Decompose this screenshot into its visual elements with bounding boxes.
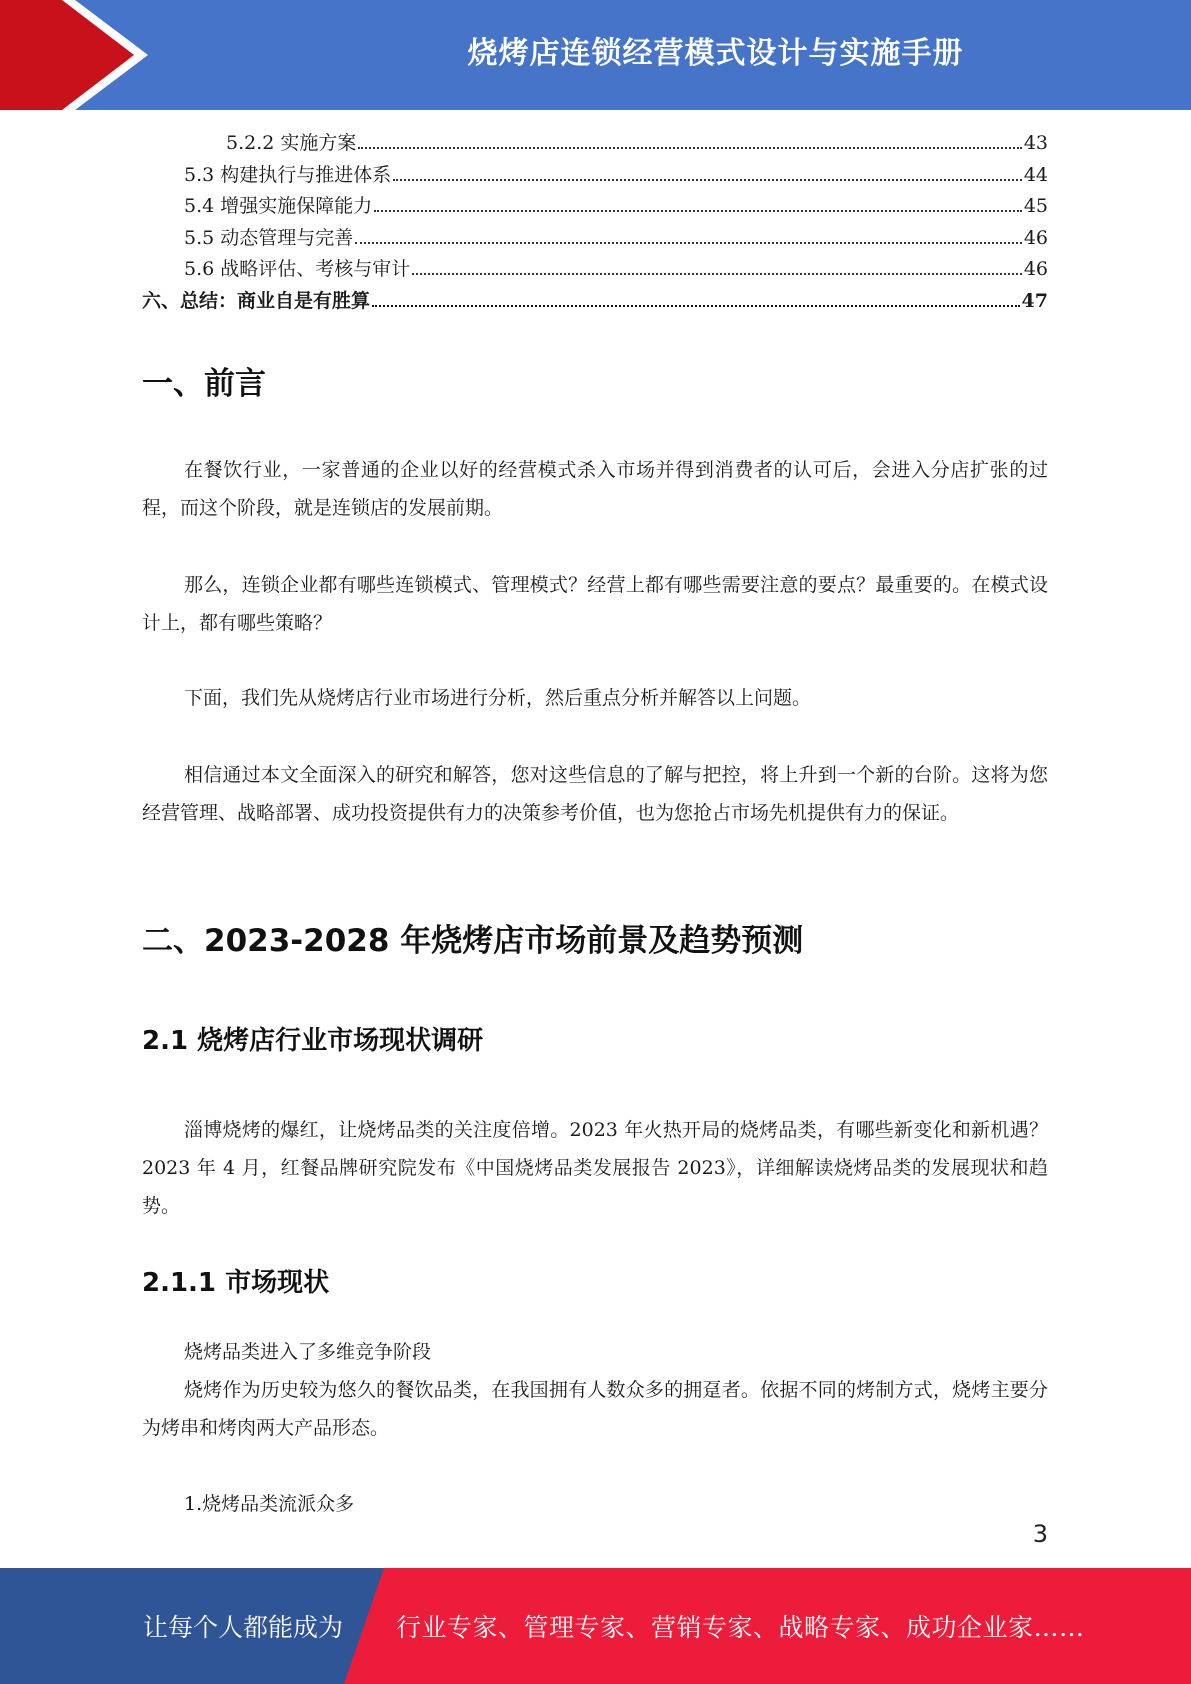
toc-entry-page: 44 (1023, 163, 1048, 186)
toc-entry-page: 46 (1023, 258, 1048, 280)
list-item: 1.烧烤品类流派众多 (184, 1493, 355, 1515)
table-of-contents (142, 128, 1048, 317)
toc-entry-page: 47 (1021, 289, 1048, 312)
toc-leader-dots (374, 209, 1022, 212)
body-paragraph: 下面，我们先从烧烤店行业市场进行分析，然后重点分析并解答以上问题。 (184, 687, 812, 709)
toc-leader-dots (372, 304, 1020, 307)
body-paragraph: 那么，连锁企业都有哪些连锁模式、管理模式？经营上都有哪些需要注意的要点？最重要的。在模式设计上，都有哪些策略？ (142, 574, 1048, 634)
subsection-heading: 2.1.1 市场现状 (142, 1268, 330, 1298)
toc-entry-label: 5.4 增强实施保障能力 (184, 195, 373, 217)
page-footer (0, 1568, 1191, 1684)
body-paragraph: 相信通过本文全面深入的研究和解答，您对这些信息的了解与把控，将上升到一个新的台阶。这将为您经营管理、战略部署、成功投资提供有力的决策参考价值，也为您抢占市场先机提供有力的保证。 (142, 764, 1048, 824)
toc-leader-dots (393, 178, 1022, 181)
toc-entry-page: 46 (1023, 226, 1048, 249)
toc-entry[interactable] (142, 191, 1048, 223)
body-paragraph: 烧烤作为历史较为悠久的餐饮品类，在我国拥有人数众多的拥趸者。依据不同的烤制方式，烧烤主要分为烤串和烤肉两大产品形态。 (142, 1379, 1048, 1439)
subsection-heading: 2.1 烧烤店行业市场现状调研 (142, 1026, 484, 1056)
footer-slogan-right: 行业专家、管理专家、营销专家、战略专家、成功企业家…… (396, 1613, 1085, 1642)
toc-entry-page: 45 (1023, 195, 1048, 217)
toc-entry-label: 5.6 战略评估、考核与审计 (184, 258, 411, 280)
toc-entry[interactable] (142, 286, 1048, 318)
document-title: 烧烤店连锁经营模式设计与实施手册 (467, 36, 964, 71)
footer-slogan-left: 让每个人都能成为 (143, 1613, 344, 1642)
section-heading: 一、前言 (142, 366, 266, 402)
toc-entry-page: 43 (1023, 132, 1048, 154)
page-number: 3 (1032, 1520, 1048, 1548)
section-heading: 二、2023-2028 年烧烤店市场前景及趋势预测 (142, 923, 804, 959)
toc-entry-label: 5.5 动态管理与完善 (184, 226, 354, 249)
toc-entry[interactable] (142, 223, 1048, 255)
page-header (0, 0, 1191, 110)
body-line: 烧烤品类进入了多维竞争阶段 (184, 1341, 432, 1363)
toc-entry-label: 5.2.2 实施方案 (226, 132, 357, 154)
toc-entry-label: 5.3 构建执行与推进体系 (184, 163, 392, 186)
toc-entry[interactable] (142, 128, 1048, 160)
toc-leader-dots (412, 272, 1022, 275)
toc-leader-dots (355, 241, 1022, 244)
body-paragraph: 在餐饮行业，一家普通的企业以好的经营模式杀入市场并得到消费者的认可后，会进入分店扩张的过程，而这个阶段，就是连锁店的发展前期。 (142, 459, 1048, 519)
body-paragraph: 淄博烧烤的爆红，让烧烤品类的关注度倍增。2023 年火热开局的烧烤品类，有哪些新变化和新机遇？2023 年 4 月，红餐品牌研究院发布《中国烧烤品类发展报告 2023》，详细解读烧烤品类的发展现状和趋势。 (142, 1119, 1048, 1217)
toc-leader-dots (358, 146, 1021, 149)
toc-entry-label: 六、总结：商业自是有胜算 (142, 289, 371, 312)
toc-entry[interactable] (142, 254, 1048, 286)
toc-entry[interactable] (142, 160, 1048, 192)
